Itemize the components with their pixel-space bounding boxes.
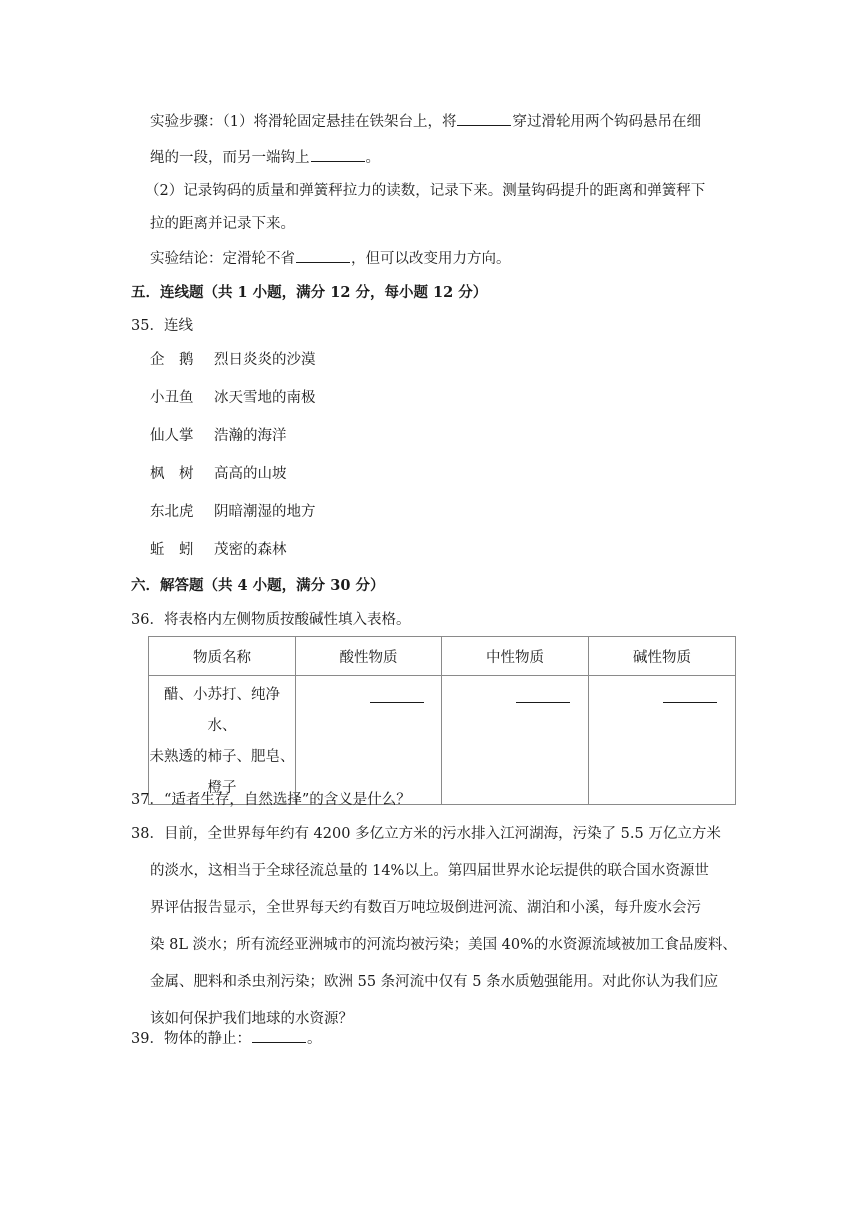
organism-label[interactable]: 小丑鱼 <box>150 390 194 406</box>
match-pair <box>150 502 316 522</box>
habitat-label[interactable]: 阴暗潮湿的地方 <box>214 504 316 520</box>
question-38-line: 金属、肥料和杀虫剂污染；欧洲 55 条河流中仅有 5 条水质勉强能用。对此你认为我们应 <box>150 974 719 990</box>
section5-title: 五．连线题（共 1 小题，满分 12 分，每小题 12 分） <box>131 284 488 301</box>
habitat-label[interactable]: 茂密的森林 <box>214 542 287 558</box>
answer-blank[interactable] <box>296 248 350 263</box>
question-38-line: 染 8L 淡水；所有流经亚洲城市的河流均被污染；美国 40%的水资源流域被加工食品废料、 <box>150 937 737 953</box>
step2-line2 <box>150 214 295 234</box>
materials-line: 橙子 <box>207 780 237 796</box>
conclusion-line <box>150 248 511 269</box>
step2-text-b: 拉的距离并记录下来。 <box>150 216 295 232</box>
organism-label[interactable]: 东北虎 <box>150 504 194 520</box>
basic-answer-cell[interactable] <box>589 676 736 805</box>
step1-text-d: 。 <box>365 150 380 166</box>
question-38-line: 的淡水，这相当于全球径流总量的 14%以上。第四届世界水论坛提供的联合国水资源世 <box>150 863 709 879</box>
step2-text-a: （2）记录钩码的质量和弹簧秤拉力的读数，记录下来。测量钩码提升的距离和弹簧秤下 <box>145 183 706 199</box>
materials-line: 醋、小苏打、纯净 水、 <box>164 687 280 734</box>
section6-title: 六．解答题（共 4 小题，满分 30 分） <box>131 577 385 594</box>
materials-cell <box>149 676 296 805</box>
match-pair <box>150 388 316 408</box>
habitat-label[interactable]: 高高的山坡 <box>214 466 287 482</box>
table-header-row <box>149 637 736 676</box>
classification-table <box>148 636 736 805</box>
header-acidic: 酸性物质 <box>296 637 442 676</box>
question-36: 36．将表格内左侧物质按酸碱性填入表格。 <box>131 612 411 628</box>
habitat-label[interactable]: 冰天雪地的南极 <box>214 390 316 406</box>
organism-label[interactable]: 蚯 蚓 <box>150 542 194 558</box>
step1-text-b: 穿过滑轮用两个钩码悬吊在细 <box>512 114 701 130</box>
acidic-answer-cell[interactable] <box>296 676 442 805</box>
header-neutral: 中性物质 <box>442 637 589 676</box>
step1-line1 <box>150 111 701 132</box>
step2-line1 <box>145 181 705 201</box>
organism-label[interactable]: 枫 树 <box>150 466 194 482</box>
materials-line: 未熟透的柿子、肥皂、 <box>149 749 295 765</box>
question-37: 37．“适者生存，自然选择”的含义是什么？ <box>131 792 411 808</box>
habitat-label[interactable]: 浩瀚的海洋 <box>214 428 287 444</box>
question-38-line: 该如何保护我们地球的水资源？ <box>150 1011 353 1027</box>
question-38-line: 界评估报告显示，全世界每天约有数百万吨垃圾倒进河流、湖泊和小溪，每升废水会污 <box>150 900 701 916</box>
habitat-label[interactable]: 烈日炎炎的沙漠 <box>214 352 316 368</box>
answer-blank[interactable] <box>663 702 717 703</box>
table-row <box>149 676 736 805</box>
organism-label[interactable]: 企 鹅 <box>150 352 194 368</box>
conclusion-text-b: ，但可以改变用力方向。 <box>351 251 511 267</box>
answer-blank[interactable] <box>457 111 511 126</box>
step1-text-c: 绳的一段，而另一端钩上 <box>150 150 310 166</box>
question-39 <box>131 1028 321 1049</box>
header-basic: 碱性物质 <box>589 637 736 676</box>
organism-label[interactable]: 仙人掌 <box>150 428 194 444</box>
match-pair <box>150 540 287 560</box>
neutral-answer-cell[interactable] <box>442 676 589 805</box>
answer-blank[interactable] <box>370 702 424 703</box>
header-material-name: 物质名称 <box>149 637 296 676</box>
question-39-text-a: 39．物体的静止： <box>131 1031 251 1047</box>
answer-blank[interactable] <box>252 1028 306 1043</box>
match-pair <box>150 426 287 446</box>
step1-text-a: 实验步骤：（1）将滑轮固定悬挂在铁架台上，将 <box>150 114 457 130</box>
question-38-line: 38．目前，全世界每年约有 4200 多亿立方米的污水排入江河湖海，污染了 5.5 万亿立方米 <box>131 826 721 842</box>
match-pair <box>150 464 287 484</box>
question-35: 35．连线 <box>131 318 193 334</box>
conclusion-text-a: 实验结论：定滑轮不省 <box>150 251 295 267</box>
answer-blank[interactable] <box>311 147 365 162</box>
question-39-text-b: 。 <box>306 1031 322 1047</box>
match-pair <box>150 350 316 370</box>
step1-line2 <box>150 147 380 168</box>
answer-blank[interactable] <box>516 702 570 703</box>
